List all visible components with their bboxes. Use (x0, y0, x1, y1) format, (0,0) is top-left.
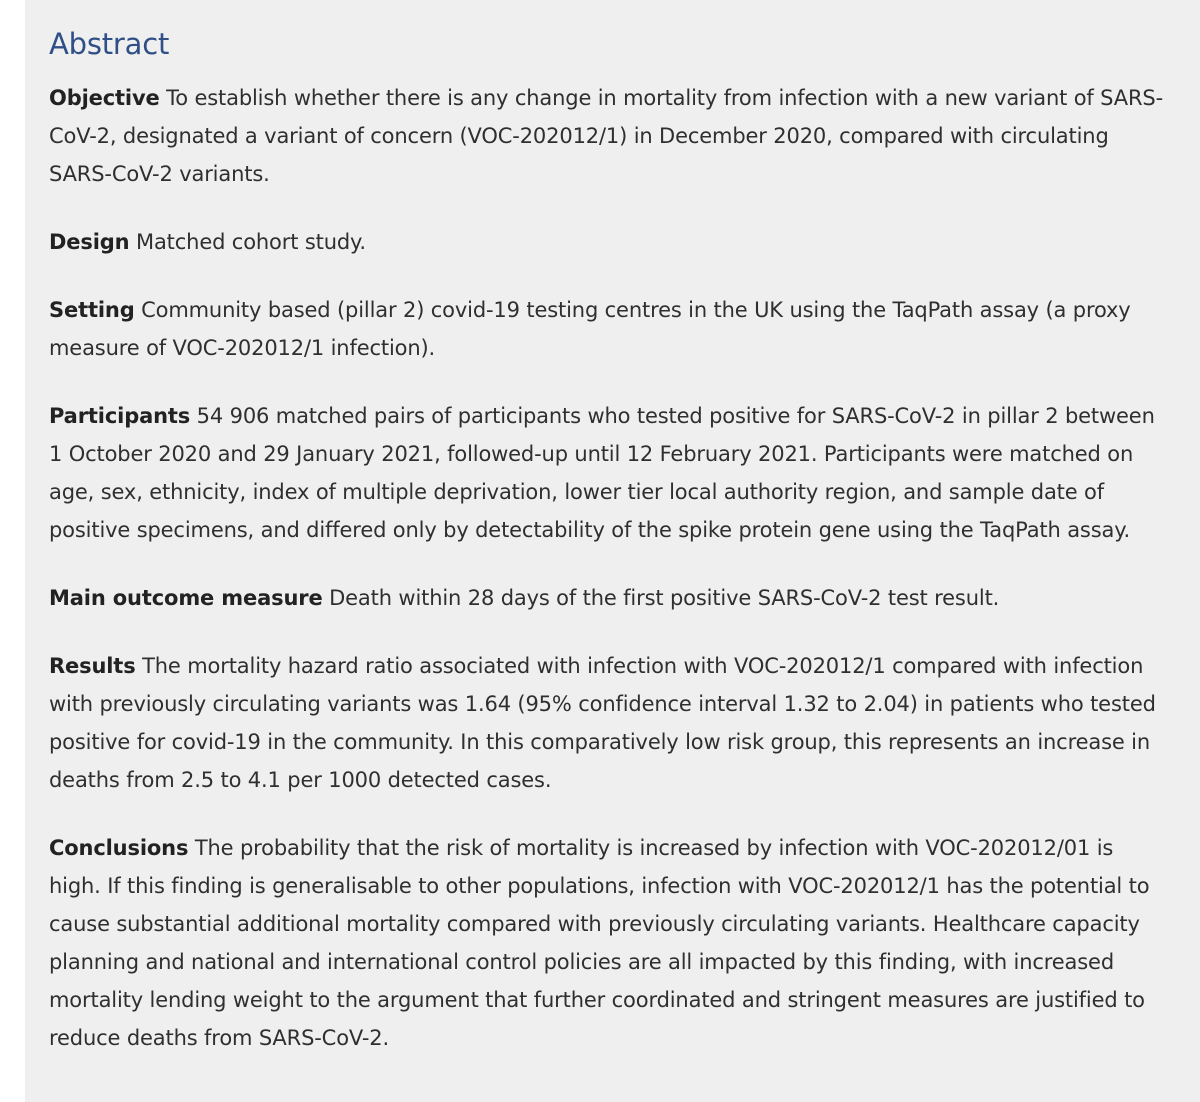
abstract-section-objective (49, 79, 1170, 193)
abstract-section-main-outcome (49, 579, 1170, 617)
abstract-section-results (49, 647, 1170, 799)
abstract-section-setting (49, 291, 1170, 367)
abstract-section-design (49, 223, 1170, 261)
section-label: Conclusions (49, 836, 189, 860)
abstract-section-participants (49, 397, 1170, 549)
section-label: Participants (49, 404, 191, 428)
abstract-panel (25, 0, 1200, 1102)
abstract-heading: Abstract (49, 27, 170, 61)
section-label: Design (49, 230, 130, 254)
section-text: To establish whether there is any change in mortality from infection with a new variant of SARS-CoV-2, designated a variant of concern (VOC-202012/1) in December 2020, compared with circulating SARS-CoV-2 variants. (49, 86, 1164, 186)
section-label: Setting (49, 298, 135, 322)
section-text: Matched cohort study. (136, 230, 366, 254)
section-text: 54 906 matched pairs of participants who tested positive for SARS-CoV-2 in pillar 2 between 1 October 2020 and 29 January 2021, followed-up until 12 February 2021. Participants were matched on age, sex, ethnicity, index of multiple deprivation, lower tier local authority region, and sample date of positive specimens, and differed only by detectability of the spike protein gene using the TaqPath assay. (49, 404, 1155, 542)
section-text: The probability that the risk of mortality is increased by infection with VOC-202012/01 is high. If this finding is generalisable to other populations, infection with VOC-202012/1 has the potential to cause substantial additional mortality compared with previously circulating variants. Healthcare capacity planning and national and international control policies are all impacted by this finding, with increased mortality lending weight to the argument that further coordinated and stringent measures are justified to reduce deaths from SARS-CoV-2. (49, 836, 1150, 1050)
section-text: The mortality hazard ratio associated with infection with VOC-202012/1 compared with infection with previously circulating variants was 1.64 (95% confidence interval 1.32 to 2.04) in patients who tested positive for covid-19 in the community. In this comparatively low risk group, this represents an increase in deaths from 2.5 to 4.1 per 1000 detected cases. (49, 654, 1156, 792)
abstract-section-conclusions (49, 829, 1170, 1057)
section-text: Community based (pillar 2) covid-19 testing centres in the UK using the TaqPath assay (a proxy measure of VOC-202012/1 infection). (49, 298, 1131, 360)
section-label: Main outcome measure (49, 586, 323, 610)
section-text: Death within 28 days of the first positive SARS-CoV-2 test result. (329, 586, 1000, 610)
section-label: Objective (49, 86, 160, 110)
section-label: Results (49, 654, 136, 678)
